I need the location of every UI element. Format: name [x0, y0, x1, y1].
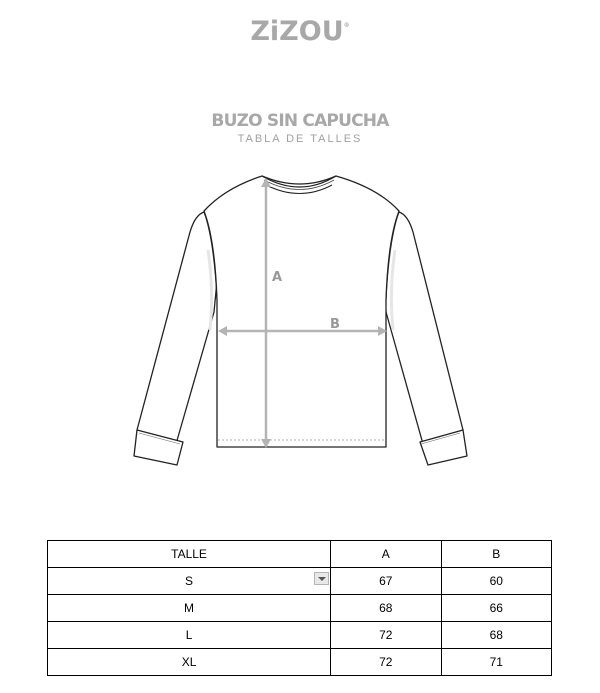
header-a: A — [331, 541, 441, 568]
a-value: 72 — [331, 649, 441, 676]
table-header-row — [48, 541, 552, 568]
product-title: BUZO SIN CAPUCHA — [211, 111, 389, 131]
b-value: 66 — [441, 595, 551, 622]
table-row — [48, 568, 552, 595]
size-value: L — [48, 622, 331, 649]
measure-a-label: A — [272, 270, 283, 285]
header-b: B — [441, 541, 551, 568]
size-cell — [48, 568, 331, 595]
table-row — [48, 649, 552, 676]
brand-logo: ZiZOU® — [250, 16, 350, 47]
size-chart-subtitle: TABLA DE TALLES — [237, 133, 363, 145]
measure-b-label: B — [330, 317, 340, 332]
dropdown-arrow-icon[interactable] — [314, 572, 329, 585]
size-value: XL — [48, 649, 331, 676]
garment-body — [204, 176, 399, 447]
a-value: 68 — [331, 595, 441, 622]
header-talle: TALLE — [48, 541, 331, 568]
left-sleeve — [137, 212, 220, 444]
sweatshirt-diagram — [0, 160, 600, 480]
b-value: 60 — [441, 568, 551, 595]
b-value: 68 — [441, 622, 551, 649]
table-row — [48, 595, 552, 622]
b-value: 71 — [441, 649, 551, 676]
table-row — [48, 622, 552, 649]
size-value: S — [185, 574, 194, 588]
size-table — [47, 540, 552, 676]
right-sleeve — [383, 212, 463, 444]
size-value: M — [48, 595, 331, 622]
a-value: 72 — [331, 622, 441, 649]
a-value: 67 — [331, 568, 441, 595]
